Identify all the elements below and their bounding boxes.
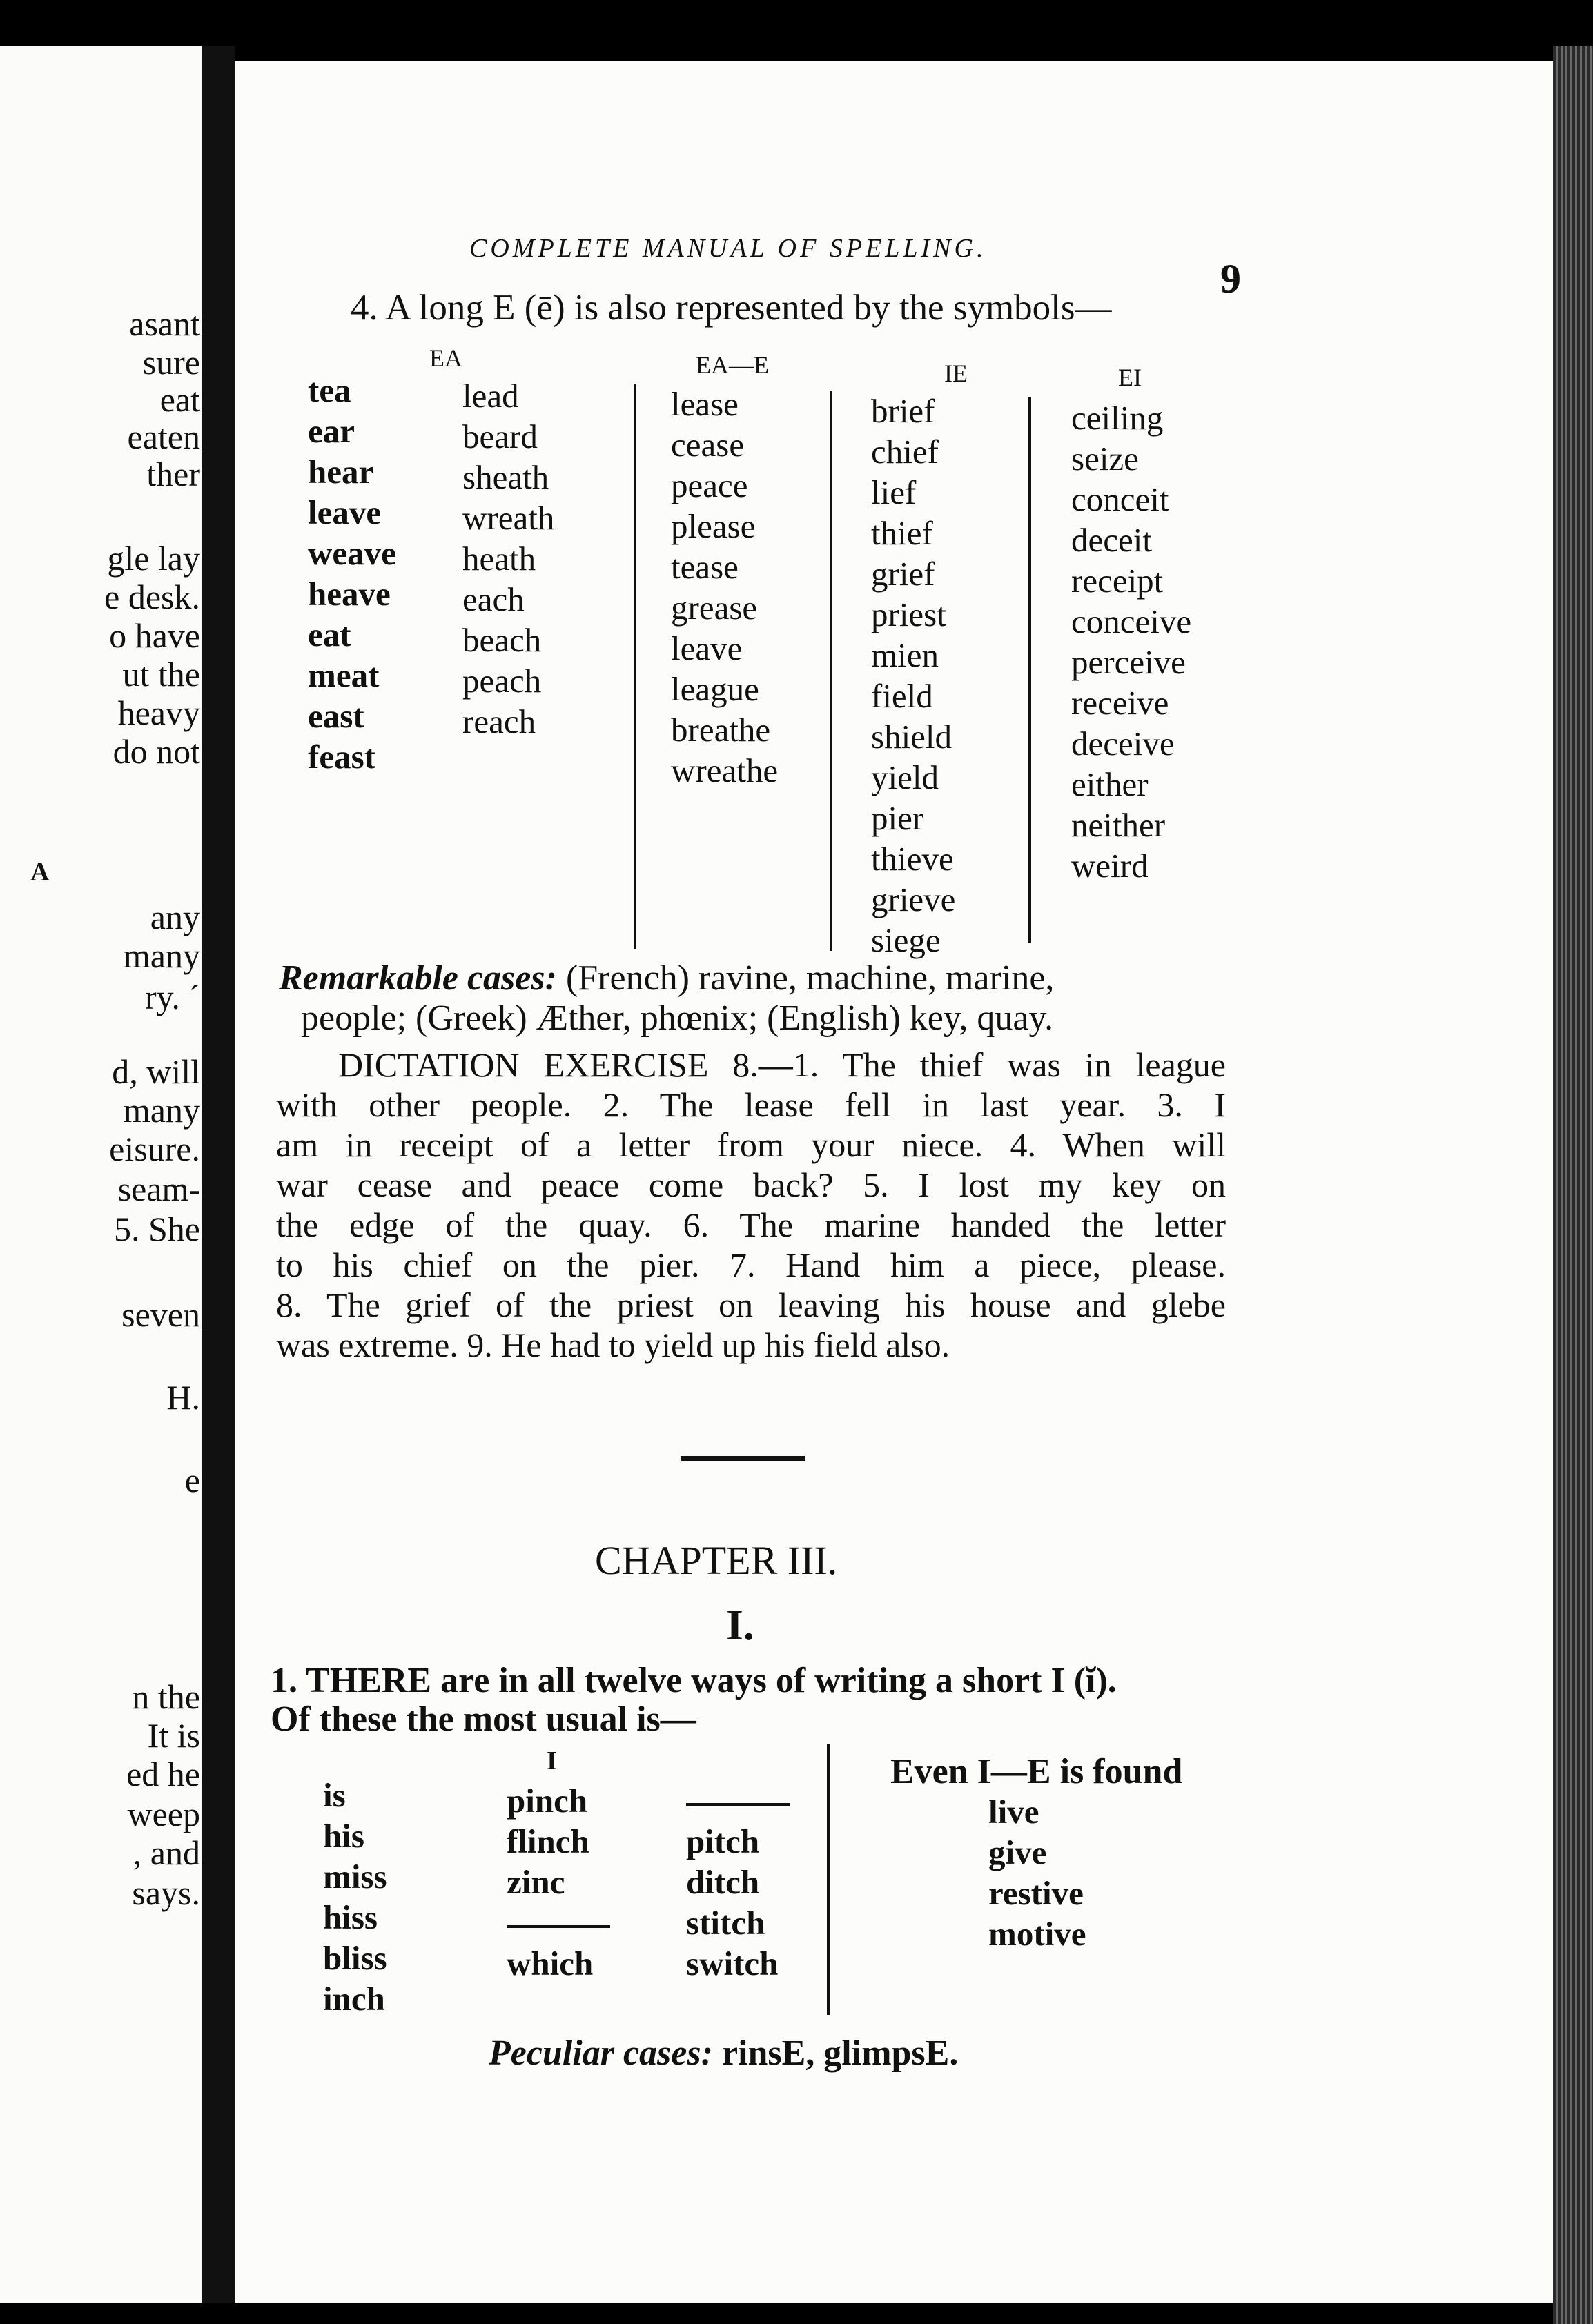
word: deceive	[1071, 725, 1175, 762]
word: meat	[308, 656, 380, 694]
word: pitch	[686, 1822, 760, 1860]
word: tea	[308, 371, 351, 409]
word: thief	[871, 514, 933, 552]
header-ie: IE	[944, 360, 968, 387]
word: is	[323, 1776, 346, 1814]
left-page-fragment: eaten	[127, 417, 200, 456]
word: priest	[871, 595, 946, 633]
dictation-line: am in receipt of a letter from your niece. 4. When will	[276, 1125, 1226, 1164]
left-page-fragment: ut the	[122, 655, 200, 693]
word: thieve	[871, 840, 954, 878]
column-rule	[827, 1744, 830, 2015]
word: ceiling	[1071, 399, 1164, 437]
word: pinch	[507, 1782, 588, 1820]
remarkable-line-1	[279, 958, 1054, 998]
word: lease	[671, 385, 739, 423]
peculiar-text: rinsE, glimpsE.	[721, 2034, 959, 2073]
word: chief	[871, 433, 939, 471]
peculiar-cases	[489, 2033, 958, 2074]
left-page-fragment: ther	[146, 455, 200, 493]
left-page-fragment: gle lay	[107, 539, 200, 578]
word	[686, 1780, 790, 1821]
dictation-line: war cease and peace come back? 5. I lost my key on	[276, 1165, 1226, 1204]
left-page-fragment: d, will	[112, 1052, 200, 1091]
page-edges	[1553, 46, 1593, 2324]
word: bliss	[323, 1939, 387, 1977]
word: please	[671, 507, 756, 545]
word: conceit	[1071, 480, 1169, 518]
word: peace	[671, 466, 748, 504]
left-page-fragment: do not	[113, 732, 200, 771]
word: sheath	[462, 458, 549, 496]
word: wreathe	[671, 751, 779, 789]
word: heave	[308, 575, 391, 613]
left-page-fragment: any	[150, 898, 200, 936]
word: flinch	[507, 1822, 589, 1860]
remarkable-label: Remarkable cases:	[279, 958, 557, 998]
word: field	[871, 677, 933, 715]
left-page-fragment: o have	[109, 616, 200, 655]
short-i-column-1	[323, 1775, 387, 2019]
section-divider	[681, 1456, 805, 1461]
word: yield	[871, 758, 939, 796]
chapter-intro-2: Of these the most usual is—	[271, 1700, 696, 1739]
word: weird	[1071, 847, 1149, 885]
column-ei	[1071, 397, 1191, 886]
word: either	[1071, 765, 1149, 803]
column-plain	[308, 370, 396, 777]
word: breathe	[671, 711, 771, 749]
word: brief	[871, 392, 935, 430]
word: seize	[1071, 440, 1139, 477]
left-page-fragment: ed he	[126, 1755, 200, 1793]
column-rule	[830, 391, 832, 951]
word: switch	[686, 1944, 779, 1982]
running-head: COMPLETE MANUAL OF SPELLING.	[469, 234, 987, 263]
left-page-fragment: asant	[129, 304, 200, 343]
short-i-column-2	[507, 1780, 610, 1984]
word: neither	[1071, 806, 1166, 844]
left-page-fragment: seven	[121, 1295, 200, 1334]
left-page-fragment: e	[184, 1461, 200, 1499]
left-page-fragment: , and	[133, 1833, 200, 1872]
word	[507, 1902, 610, 1943]
dictation-exercise	[276, 1045, 1226, 1365]
left-page-fragment: sure	[142, 343, 200, 382]
word: reach	[462, 702, 536, 740]
left-page-fragment: weep	[127, 1795, 200, 1833]
dictation-line: the edge of the quay. 6. The marine handed the letter	[276, 1205, 1226, 1244]
word: lief	[871, 473, 917, 511]
word: league	[671, 670, 759, 708]
word: grief	[871, 555, 935, 593]
word: perceive	[1071, 643, 1186, 681]
word: siege	[871, 921, 941, 959]
word: tease	[671, 548, 739, 586]
word: zinc	[507, 1863, 565, 1901]
dictation-line: was extreme. 9. He had to yield up his field also.	[276, 1326, 950, 1364]
word: cease	[671, 426, 745, 464]
word: leave	[671, 629, 743, 667]
word: his	[323, 1817, 364, 1855]
short-i-column-3	[686, 1780, 790, 1984]
remarkable-text-1: (French) ravine, machine, marine,	[565, 958, 1055, 998]
left-page-fragment: A	[30, 858, 50, 887]
peculiar-label: Peculiar cases:	[489, 2034, 713, 2073]
word: grease	[671, 589, 758, 627]
word: which	[507, 1944, 594, 1982]
word: feast	[308, 738, 375, 776]
chapter-title: CHAPTER III.	[595, 1538, 838, 1583]
left-page-fragment: eat	[159, 380, 200, 419]
left-page-fragment: many	[123, 1091, 200, 1130]
word: miss	[323, 1858, 387, 1895]
word: pier	[871, 799, 924, 837]
word: beard	[462, 417, 538, 455]
word: lead	[462, 377, 519, 415]
chapter-intro-1: 1. THERE are in all twelve ways of writing a short I (ĭ).	[271, 1661, 1117, 1700]
word: restive	[988, 1874, 1084, 1912]
word: receive	[1071, 684, 1169, 722]
word: eat	[308, 616, 351, 653]
word: receipt	[1071, 562, 1164, 600]
word: ditch	[686, 1863, 760, 1901]
word: peach	[462, 662, 542, 700]
word: motive	[988, 1915, 1086, 1953]
left-page-fragment: seam-	[117, 1170, 200, 1208]
word: grieve	[871, 880, 956, 918]
word: each	[462, 580, 525, 618]
left-page-fragment: says.	[132, 1873, 200, 1912]
left-page-fragment: It is	[147, 1716, 200, 1755]
page-number: 9	[1220, 256, 1241, 302]
header-ea-e: EA—E	[696, 351, 769, 379]
left-page-fragment: ry. ´	[144, 978, 200, 1016]
left-page-fragment: H.	[166, 1378, 200, 1417]
word: conceive	[1071, 602, 1192, 640]
word: mien	[871, 636, 939, 674]
column-ea	[462, 375, 554, 742]
word: stitch	[686, 1904, 765, 1942]
header-ei: EI	[1118, 364, 1142, 391]
word: beach	[462, 621, 542, 659]
column-ea-e	[671, 384, 778, 791]
word: east	[308, 697, 364, 735]
dictation-line: DICTATION EXERCISE 8.—1. The thief was in league	[338, 1045, 1226, 1084]
dictation-line: to his chief on the pier. 7. Hand him a piece, please.	[276, 1245, 1226, 1284]
word: deceit	[1071, 521, 1152, 559]
remarkable-line-2: people; (Greek) Æther, phœnix; (English) key, quay.	[301, 998, 1054, 1038]
even-label: Even I—E is found	[890, 1752, 1183, 1791]
word: heath	[462, 540, 536, 578]
left-page-fragment: e desk.	[104, 578, 200, 616]
left-page-fragment: many	[123, 936, 200, 975]
dictation-line: 8. The grief of the priest on leaving his house and glebe	[276, 1286, 1226, 1324]
word: shield	[871, 718, 952, 756]
word: weave	[308, 534, 396, 572]
word: hiss	[323, 1898, 378, 1936]
header-ea: EA	[429, 344, 462, 372]
book-gutter	[202, 46, 235, 2303]
section-heading: I.	[726, 1600, 754, 1649]
intro-line: 4. A long E (ē) is also represented by the symbols—	[351, 288, 1112, 328]
word: leave	[308, 493, 382, 531]
word: ear	[308, 412, 355, 450]
column-rule	[1028, 397, 1031, 943]
word: wreath	[462, 499, 555, 537]
word: give	[988, 1833, 1047, 1871]
dictation-line: with other people. 2. The lease fell in last year. 3. I	[276, 1085, 1226, 1124]
left-page-fragment: heavy	[117, 693, 200, 732]
column-ie	[871, 391, 955, 961]
header-i: I	[547, 1746, 557, 1775]
word: inch	[323, 1980, 385, 2018]
left-page-fragment: 5. She	[114, 1210, 200, 1248]
left-page-fragment: n the	[132, 1677, 200, 1716]
word: live	[988, 1793, 1039, 1831]
word: hear	[308, 453, 374, 491]
column-rule	[634, 384, 636, 949]
left-page-fragment: eisure.	[109, 1130, 200, 1168]
short-i-column-4	[988, 1791, 1086, 1954]
